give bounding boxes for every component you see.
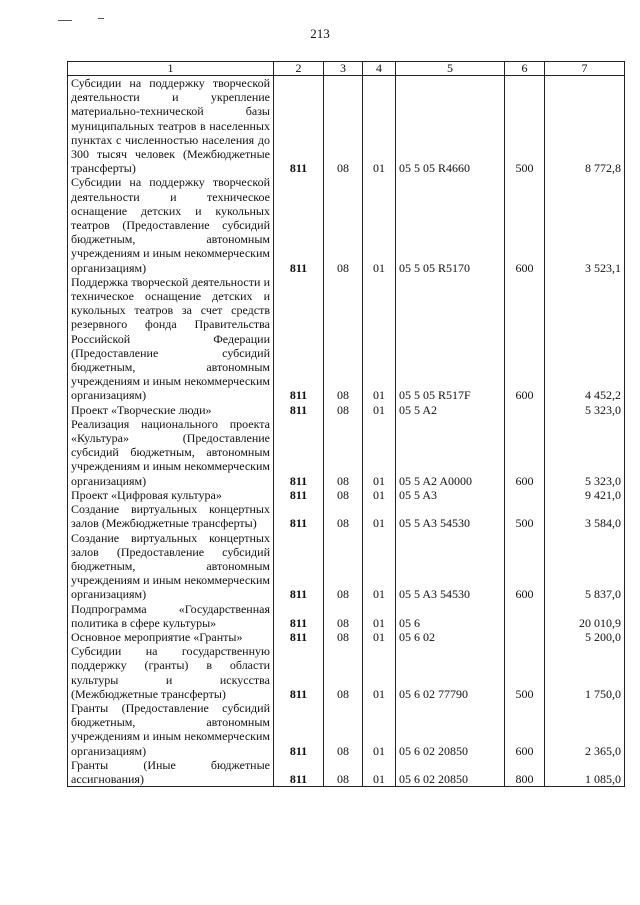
row-target-article: 05 5 A2	[396, 403, 505, 417]
row-amount: 5 323,0	[545, 417, 625, 488]
row-admin-code: 811	[274, 175, 324, 274]
row-name: Основное мероприятие «Гранты»	[68, 630, 274, 644]
budget-table	[67, 61, 625, 787]
row-target-article: 05 6 02	[396, 630, 505, 644]
row-target-article: 05 6 02 20850	[396, 758, 505, 787]
row-target-article: 05 5 A3 54530	[396, 531, 505, 602]
row-section: 08	[324, 417, 363, 488]
row-section: 08	[324, 275, 363, 403]
row-subsection: 01	[363, 602, 396, 630]
row-amount: 5 323,0	[545, 403, 625, 417]
row-target-article: 05 5 A2 A0000	[396, 417, 505, 488]
row-section: 08	[324, 76, 363, 176]
row-amount: 1 085,0	[545, 758, 625, 787]
scan-mark	[58, 20, 72, 21]
table-row	[68, 531, 625, 602]
table-row	[68, 630, 625, 644]
table-row	[68, 275, 625, 403]
row-name: Создание виртуальных концертных залов (Предоставление субсидий бюджетным, автономным учреждениям и иным некоммерческим организациям)	[68, 531, 274, 602]
row-target-article: 05 6	[396, 602, 505, 630]
row-amount: 5 837,0	[545, 531, 625, 602]
row-subsection: 01	[363, 502, 396, 530]
column-header: 4	[363, 62, 396, 76]
row-expense-type: 600	[505, 531, 545, 602]
row-admin-code: 811	[274, 417, 324, 488]
row-expense-type	[505, 488, 545, 502]
row-section: 08	[324, 630, 363, 644]
table-row	[68, 502, 625, 530]
table-row	[68, 602, 625, 630]
row-admin-code: 811	[274, 758, 324, 787]
column-header: 7	[545, 62, 625, 76]
row-expense-type: 500	[505, 644, 545, 701]
row-subsection: 01	[363, 175, 396, 274]
column-header: 3	[324, 62, 363, 76]
row-admin-code: 811	[274, 644, 324, 701]
row-name: Гранты (Иные бюджетные ассигнования)	[68, 758, 274, 787]
table-row	[68, 701, 625, 758]
row-amount: 1 750,0	[545, 644, 625, 701]
row-admin-code: 811	[274, 630, 324, 644]
table-row	[68, 758, 625, 787]
row-section: 08	[324, 502, 363, 530]
table-row	[68, 403, 625, 417]
row-name: Реализация национального проекта «Культура» (Предоставление субсидий бюджетным, автономным учреждениям и иным некоммерческим организациям)	[68, 417, 274, 488]
row-name: Поддержка творческой деятельности и техническое оснащение детских и кукольных театров за счет средств резервного фонда Правительства Российской Федерации (Предоставление субсидий бюджетным, автономным учреждениям и иным некоммерческим организациям)	[68, 275, 274, 403]
column-header: 2	[274, 62, 324, 76]
row-section: 08	[324, 403, 363, 417]
row-amount: 5 200,0	[545, 630, 625, 644]
row-expense-type: 500	[505, 76, 545, 176]
row-target-article: 05 6 02 20850	[396, 701, 505, 758]
scan-mark	[98, 18, 104, 19]
row-section: 08	[324, 175, 363, 274]
row-expense-type: 500	[505, 502, 545, 530]
row-admin-code: 811	[274, 602, 324, 630]
row-name: Гранты (Предоставление субсидий бюджетным, автономным учреждениям и иным некоммерческим организациям)	[68, 701, 274, 758]
row-admin-code: 811	[274, 488, 324, 502]
column-header: 6	[505, 62, 545, 76]
table-row	[68, 76, 625, 176]
column-header: 5	[396, 62, 505, 76]
row-admin-code: 811	[274, 502, 324, 530]
row-subsection: 01	[363, 417, 396, 488]
row-amount: 4 452,2	[545, 275, 625, 403]
row-admin-code: 811	[274, 701, 324, 758]
row-expense-type	[505, 602, 545, 630]
row-amount: 2 365,0	[545, 701, 625, 758]
row-target-article: 05 5 05 R4660	[396, 76, 505, 176]
row-target-article: 05 5 05 R5170	[396, 175, 505, 274]
page-number: 213	[310, 26, 330, 41]
row-subsection: 01	[363, 644, 396, 701]
row-name: Подпрограмма «Государственная политика в сфере культуры»	[68, 602, 274, 630]
row-section: 08	[324, 644, 363, 701]
row-subsection: 01	[363, 630, 396, 644]
table-row	[68, 488, 625, 502]
table-row	[68, 175, 625, 274]
row-target-article: 05 5 A3	[396, 488, 505, 502]
column-header: 1	[68, 62, 274, 76]
row-target-article: 05 5 A3 54530	[396, 502, 505, 530]
row-amount: 8 772,8	[545, 76, 625, 176]
row-section: 08	[324, 531, 363, 602]
row-section: 08	[324, 758, 363, 787]
row-amount: 9 421,0	[545, 488, 625, 502]
row-expense-type: 600	[505, 275, 545, 403]
row-subsection: 01	[363, 701, 396, 758]
row-section: 08	[324, 602, 363, 630]
row-subsection: 01	[363, 531, 396, 602]
row-subsection: 01	[363, 76, 396, 176]
row-name: Проект «Цифровая культура»	[68, 488, 274, 502]
row-section: 08	[324, 701, 363, 758]
row-expense-type: 600	[505, 175, 545, 274]
row-section: 08	[324, 488, 363, 502]
row-expense-type	[505, 403, 545, 417]
row-subsection: 01	[363, 275, 396, 403]
row-expense-type	[505, 630, 545, 644]
row-expense-type: 800	[505, 758, 545, 787]
table-header-row	[68, 62, 625, 76]
row-target-article: 05 6 02 77790	[396, 644, 505, 701]
row-name: Субсидии на государственную поддержку (гранты) в области культуры и искусства (Межбюджетные трансферты)	[68, 644, 274, 701]
row-admin-code: 811	[274, 531, 324, 602]
row-amount: 3 584,0	[545, 502, 625, 530]
row-subsection: 01	[363, 758, 396, 787]
row-admin-code: 811	[274, 403, 324, 417]
row-admin-code: 811	[274, 275, 324, 403]
row-expense-type: 600	[505, 417, 545, 488]
row-name: Субсидии на поддержку творческой деятельности и укрепление материально-технической базы муниципальных театров в населенных пунктах с численностью населения до 300 тысяч человек (Межбюджетные трансферты)	[68, 76, 274, 176]
table-row	[68, 644, 625, 701]
table-row	[68, 417, 625, 488]
row-name: Субсидии на поддержку творческой деятельности и техническое оснащение детских и кукольных театров (Предоставление субсидий бюджетным, автономным учреждениям и иным некоммерческим организациям)	[68, 175, 274, 274]
row-expense-type: 600	[505, 701, 545, 758]
row-name: Создание виртуальных концертных залов (Межбюджетные трансферты)	[68, 502, 274, 530]
row-admin-code: 811	[274, 76, 324, 176]
row-subsection: 01	[363, 403, 396, 417]
row-target-article: 05 5 05 R517F	[396, 275, 505, 403]
row-subsection: 01	[363, 488, 396, 502]
row-name: Проект «Творческие люди»	[68, 403, 274, 417]
row-amount: 20 010,9	[545, 602, 625, 630]
row-amount: 3 523,1	[545, 175, 625, 274]
